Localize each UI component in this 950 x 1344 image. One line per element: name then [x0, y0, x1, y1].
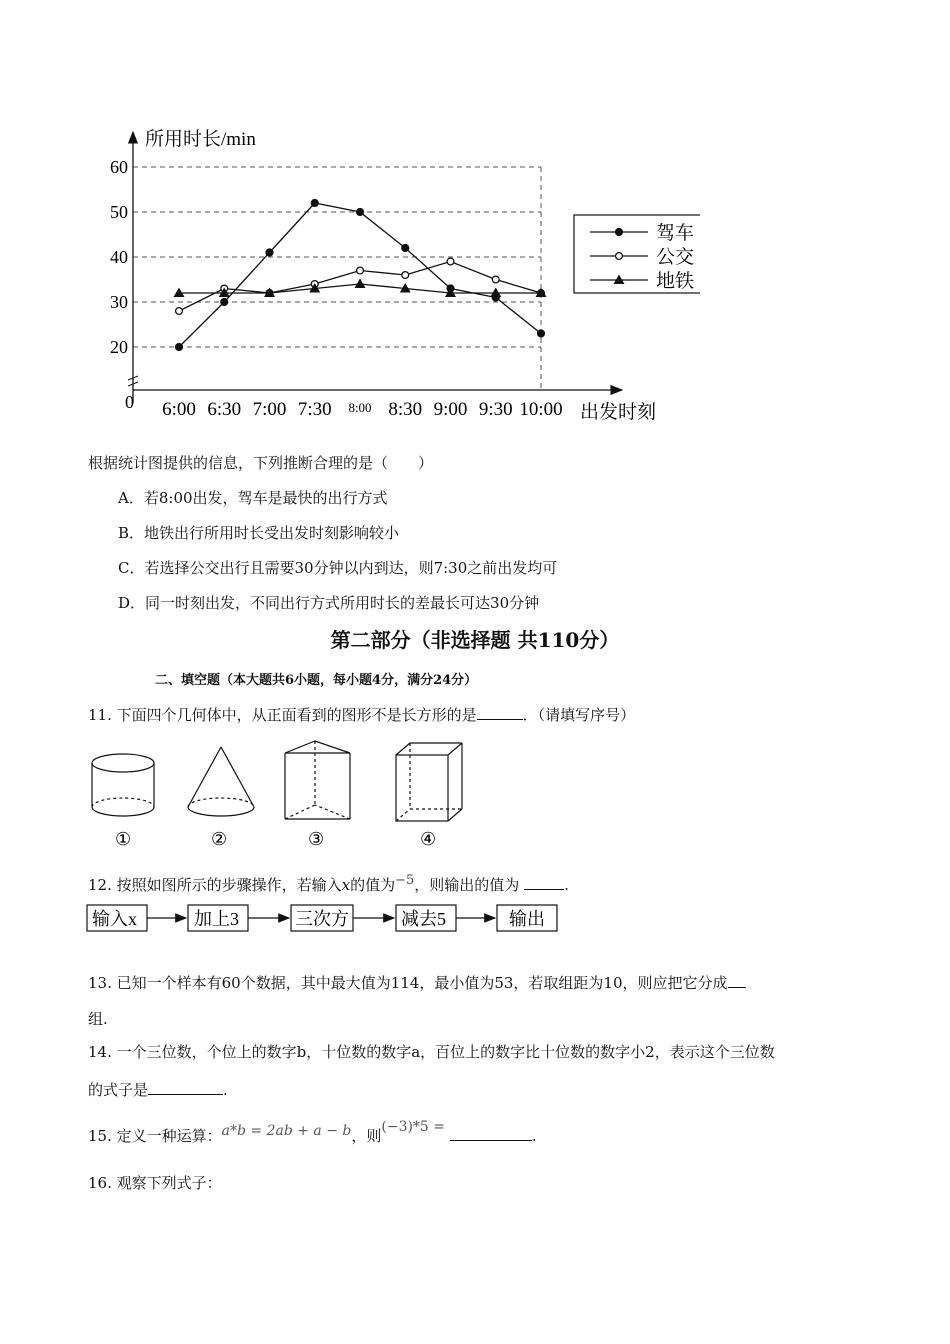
q15-formula: a*b = 2ab + a − b	[221, 1123, 352, 1139]
option-label: D．	[118, 594, 146, 612]
option-label: A．	[118, 489, 144, 507]
q11-solids-figure	[80, 735, 480, 850]
data-point-bus	[492, 276, 499, 283]
part-two-title: 第二部分（非选择题 共110分）	[330, 628, 620, 652]
data-point-driving	[221, 298, 228, 305]
solid-label-4: ④	[420, 829, 437, 849]
flow-step-label: 输出	[509, 909, 545, 929]
flow-step	[291, 905, 353, 931]
q13-line1	[88, 971, 746, 993]
flow-step-label: 加上3	[194, 909, 239, 929]
solid-label-1: ①	[115, 829, 132, 849]
data-point-driving	[402, 244, 409, 251]
x-tick-label: 8:30	[388, 399, 423, 420]
q12-end: .	[564, 876, 569, 894]
x-tick-label: 9:00	[433, 399, 468, 420]
q15-expr: (−3)*5 =	[381, 1119, 446, 1135]
cone-icon	[188, 747, 254, 816]
flow-step	[188, 905, 248, 931]
q15-mid: ，则	[351, 1127, 382, 1145]
data-point-driving	[266, 249, 273, 256]
x-tick-label: 9:30	[478, 399, 513, 420]
x-tick-label: 7:00	[252, 399, 287, 420]
origin-label: 0	[125, 392, 134, 412]
option-label: C．	[118, 559, 145, 577]
x-tick-label: 10:00	[519, 399, 563, 420]
section-title: 二、填空题（本大题共6小题，每小题4分，满分24分）	[155, 673, 478, 688]
q14-line1: 14. 一个三位数，个位上的数字b，十位数的数字a，百位上的数字比十位数的数字小2，表示这个三位数	[88, 1043, 775, 1061]
q15-answer-blank[interactable]	[450, 1124, 532, 1141]
y-tick-label: 40	[110, 247, 128, 267]
flow-step-label: 三次方	[295, 909, 349, 929]
solid-label-2: ②	[211, 829, 228, 849]
y-tick-label: 60	[110, 157, 128, 177]
flow-step	[87, 905, 147, 931]
q14-end: .	[223, 1081, 228, 1099]
q12-pre: 12. 按照如图所示的步骤操作，若输入	[88, 876, 342, 894]
option-b[interactable]	[118, 522, 399, 543]
q12-value: −5	[395, 873, 415, 888]
legend-label: 地铁	[656, 271, 695, 292]
flow-step	[497, 905, 557, 931]
question-stem: 根据统计图提供的信息，下列推断合理的是（ ）	[88, 454, 434, 472]
flow-step	[396, 905, 456, 931]
q11-tail: ．（请填写序号）	[522, 706, 636, 724]
q12-flowchart	[85, 902, 565, 936]
option-text: 若8:00出发，驾车是最快的出行方式	[143, 489, 388, 507]
q12-post: ，则输出的值为	[414, 876, 520, 894]
cylinder-icon	[92, 754, 154, 816]
q15-text	[88, 1119, 537, 1146]
q11-stem: 11. 下面四个几何体中，从正面看到的图形不是长方形的是	[88, 706, 477, 724]
solid-label-3: ③	[308, 829, 325, 849]
triangular-prism-icon	[285, 741, 350, 819]
data-point-driving	[175, 343, 182, 350]
data-point-subway	[490, 288, 501, 298]
y-tick-label: 20	[110, 337, 128, 357]
option-c[interactable]	[118, 557, 557, 578]
data-point-bus	[402, 272, 409, 279]
q15-end: .	[531, 1127, 537, 1145]
q12-mid: 的值为	[350, 876, 396, 894]
data-point-driving	[537, 330, 544, 337]
data-point-driving	[311, 199, 318, 206]
q11-answer-blank[interactable]	[477, 703, 523, 720]
option-d[interactable]	[118, 592, 539, 613]
option-label: B．	[118, 524, 145, 542]
option-text: 若选择公交出行且需要30分钟以内到达，则7:30之前出发均可	[144, 559, 558, 577]
q15-pre: 15. 定义一种运算：	[88, 1127, 222, 1145]
legend-label: 公交	[656, 247, 695, 268]
q11-text	[88, 703, 635, 725]
q12-answer-blank[interactable]	[524, 873, 564, 890]
travel-time-chart	[100, 120, 700, 425]
q13-line2: 组.	[88, 1010, 108, 1028]
q12-text	[88, 873, 569, 895]
flow-step-label: 输入x	[92, 909, 137, 929]
data-point-bus	[176, 308, 183, 315]
legend-marker	[615, 228, 622, 235]
flow-step-label: 减去5	[401, 909, 446, 929]
option-text: 同一时刻出发，不同出行方式所用时长的差最长可达30分钟	[145, 594, 540, 612]
x-tick-label: 7:30	[297, 399, 332, 420]
q12-var: x	[341, 876, 351, 894]
chart-legend	[574, 215, 700, 293]
data-point-bus	[447, 258, 454, 265]
y-tick-label: 50	[110, 202, 128, 222]
x-tick-label: 6:00	[162, 399, 196, 420]
q14-text: 的式子是	[88, 1081, 149, 1099]
legend-label: 驾车	[656, 223, 695, 244]
y-tick-label: 30	[110, 292, 128, 312]
data-point-driving	[356, 208, 363, 215]
option-a[interactable]	[118, 487, 388, 508]
data-point-subway	[174, 288, 185, 298]
q13-text: 13. 已知一个样本有60个数据，其中最大值为114，最小值为53，若取组距为10，则应把它分成	[88, 974, 728, 992]
data-point-bus	[357, 267, 364, 274]
q16-text: 16. 观察下列式子：	[88, 1174, 222, 1192]
y-axis-label: 所用时长/min	[145, 129, 256, 150]
series-line-driving	[179, 203, 541, 347]
option-text: 地铁出行所用时长受出发时刻影响较小	[144, 524, 400, 542]
data-point-subway	[355, 279, 366, 289]
x-tick-label: 8:00	[348, 400, 372, 415]
legend-marker	[616, 253, 623, 260]
x-tick-label: 6:30	[207, 399, 242, 420]
q14-line2	[88, 1078, 228, 1100]
x-axis-label: 出发时刻	[580, 402, 657, 423]
q14-answer-blank[interactable]	[148, 1078, 223, 1095]
q13-answer-blank[interactable]	[728, 971, 746, 988]
cuboid-icon	[396, 743, 462, 821]
